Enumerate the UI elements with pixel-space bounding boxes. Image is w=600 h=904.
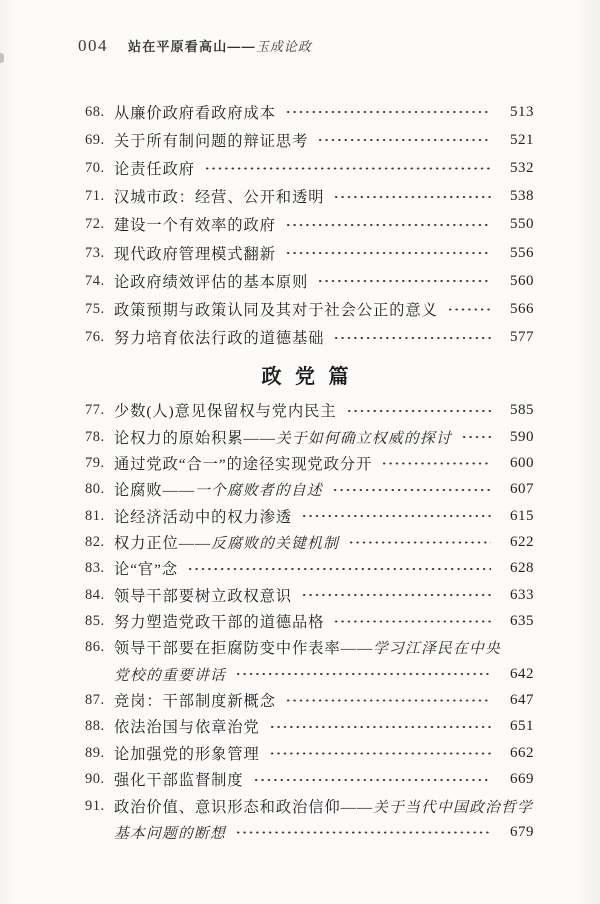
toc-entry (85, 793, 534, 819)
entry-page-number: 642 (510, 665, 534, 682)
entry-page-number: 633 (510, 586, 534, 603)
entry-title-main: 强化干部监督制度 (114, 772, 244, 790)
entry-number: 73. (85, 244, 105, 261)
dot-leader (235, 819, 491, 845)
page-header (78, 36, 312, 56)
dot-leader (235, 661, 491, 687)
entry-title (114, 427, 452, 448)
dot-leader (253, 767, 492, 793)
entry-title (114, 506, 292, 527)
entry-page-number: 628 (510, 560, 534, 577)
entry-page-number: 622 (510, 534, 534, 551)
entry-number: 86. (85, 639, 105, 656)
toc-entry (85, 424, 534, 450)
entry-page-number: 635 (510, 613, 534, 630)
entry-number: 69. (85, 131, 105, 148)
dot-leader (348, 529, 491, 555)
entry-title (114, 271, 308, 292)
entry-number: 71. (85, 188, 105, 205)
toc-entry (85, 324, 534, 352)
entry-subtitle: 学习江泽民在中央 (373, 641, 501, 658)
toc-entry (85, 687, 534, 713)
dot-leader (269, 740, 491, 766)
entry-number: 76. (85, 329, 105, 346)
toc-entry (85, 154, 534, 182)
entry-title (114, 585, 292, 606)
entry-title-main: 领导干部要在拒腐防变中作表率—— (114, 640, 373, 658)
entry-title (114, 690, 276, 711)
entry-title-main: 论“官”念 (114, 561, 179, 579)
dot-leader (381, 450, 491, 476)
toc-entry (85, 126, 534, 154)
dot-leader (269, 714, 491, 740)
entry-title (114, 400, 337, 421)
entry-page-number: 560 (510, 272, 534, 289)
entry-title (114, 637, 501, 658)
entry-title-main: 关于所有制问题的辩证思考 (114, 132, 309, 150)
toc-entry (85, 714, 534, 740)
entry-subtitle: 一个腐败者的自述 (194, 483, 323, 500)
folio-number: 004 (78, 36, 108, 55)
scan-artifact (0, 53, 4, 63)
dot-leader (285, 211, 491, 239)
toc-entry (85, 183, 534, 211)
entry-number: 75. (85, 300, 105, 317)
entry-title (114, 479, 323, 500)
entry-title-main: 建设一个有效率的政府 (114, 217, 276, 235)
entry-page-number: 600 (510, 455, 534, 472)
dot-leader (285, 239, 491, 267)
dot-leader (332, 477, 491, 503)
running-title-sub: 玉成论政 (255, 39, 312, 54)
entry-title (114, 796, 533, 817)
entry-number: 91. (85, 797, 105, 814)
entry-title (114, 158, 195, 179)
toc-entry (85, 267, 534, 295)
entry-title-main: 论权力的原始积累—— (114, 429, 276, 447)
toc-entry (85, 529, 534, 555)
running-title-main: 站在平原看高山—— (128, 39, 256, 54)
toc-group-2 (85, 398, 534, 846)
entry-number: 78. (85, 428, 105, 445)
entry-number: 90. (85, 771, 105, 788)
entry-title-main: 论责任政府 (114, 160, 195, 178)
entry-title (114, 130, 308, 151)
entry-title-main: 论政府绩效评估的基本原则 (114, 273, 309, 291)
dot-leader (187, 556, 491, 582)
entry-subtitle: 反腐败的关键机制 (211, 536, 340, 553)
dot-leader (285, 687, 491, 713)
entry-title-main: 汉城市政：经营、公开和透明 (114, 189, 325, 207)
entry-title (114, 214, 276, 235)
entry-number: 87. (85, 692, 105, 709)
entry-title-main: 通过党政“合一”的途径实现党政分开 (114, 456, 373, 474)
entry-number: 74. (85, 272, 105, 289)
entry-title-main: 论腐败—— (114, 482, 195, 500)
toc-entry (85, 450, 534, 476)
entry-number: 84. (85, 586, 105, 603)
toc-entry (85, 556, 534, 582)
entry-number: 68. (85, 103, 105, 120)
entry-number: 82. (85, 534, 105, 551)
entry-title-main: 权力正位—— (114, 535, 212, 553)
entry-number: 72. (85, 216, 105, 233)
toc-entry (85, 295, 534, 323)
entry-title-main: 努力培育依法行政的道德基础 (114, 330, 325, 348)
entry-title-main: 努力塑造党政干部的道德品格 (114, 614, 325, 632)
dot-leader (301, 582, 491, 608)
entry-title (114, 453, 372, 474)
entry-page-number: 566 (510, 300, 534, 317)
entry-number: 79. (85, 455, 105, 472)
dot-leader (346, 398, 491, 424)
entry-page-number: 647 (510, 692, 534, 709)
entry-title-main: 论加强党的形象管理 (114, 745, 260, 763)
toc-entry (85, 608, 534, 634)
entry-title (114, 243, 276, 264)
toc-entry (85, 767, 534, 793)
entry-title-continuation: 党校的重要讲话 (114, 667, 226, 684)
entry-number: 83. (85, 560, 105, 577)
entry-page-number: 513 (510, 103, 534, 120)
dot-leader (333, 608, 491, 634)
entry-number: 80. (85, 481, 105, 498)
entry-number: 89. (85, 744, 105, 761)
entry-title (114, 611, 324, 632)
toc-entry (85, 98, 534, 126)
entry-title-main: 从廉价政府看政府成本 (114, 104, 276, 122)
toc-entry (85, 477, 534, 503)
entry-title-main: 论经济活动中的权力渗透 (114, 508, 293, 526)
entry-number: 85. (85, 613, 105, 630)
entry-title (114, 186, 324, 207)
entry-number: 81. (85, 507, 105, 524)
entry-page-number: 550 (510, 216, 534, 233)
dot-leader (317, 267, 491, 295)
entry-title (114, 743, 260, 764)
toc-group-1 (85, 98, 534, 352)
entry-page-number: 521 (510, 131, 534, 148)
entry-title-main: 领导干部要树立政权意识 (114, 587, 293, 605)
entry-page-number: 679 (510, 823, 534, 840)
entry-page-number: 577 (510, 329, 534, 346)
section-heading: 政 党 篇 (261, 366, 353, 389)
entry-title (114, 327, 324, 348)
dot-leader (333, 183, 491, 211)
toc-entry-continuation (85, 661, 534, 687)
entry-page-number: 662 (510, 744, 534, 761)
toc-entry (85, 398, 534, 424)
toc-entry (85, 211, 534, 239)
toc-entry (85, 635, 534, 661)
dot-leader (285, 98, 491, 126)
dot-leader (317, 126, 491, 154)
entry-title (114, 532, 339, 553)
entry-page-number: 651 (510, 718, 534, 735)
entry-title (114, 299, 438, 320)
toc-entry (85, 582, 534, 608)
entry-page-number: 556 (510, 244, 534, 261)
toc-entry (85, 503, 534, 529)
entry-subtitle: 关于如何确立权威的探讨 (275, 430, 452, 447)
dot-leader (461, 424, 491, 450)
entry-title-main: 政策预期与政策认同及其对于社会公正的意义 (114, 301, 438, 319)
entry-title-main: 依法治国与依章治党 (114, 719, 260, 737)
entry-page-number: 669 (510, 771, 534, 788)
toc-entry (85, 740, 534, 766)
entry-page-number: 532 (510, 159, 534, 176)
toc-entry (85, 239, 534, 267)
entry-page-number: 590 (510, 428, 534, 445)
entry-title (114, 102, 276, 123)
dot-leader (204, 154, 491, 182)
entry-title-continuation: 基本问题的断想 (114, 825, 226, 842)
entry-title-main: 现代政府管理模式翻新 (114, 245, 276, 263)
entry-title (114, 558, 178, 579)
dot-leader (301, 503, 491, 529)
entry-subtitle: 关于当代中国政治哲学 (373, 799, 533, 816)
entry-title-main: 政治价值、意识形态和政治信仰—— (114, 798, 373, 816)
entry-number: 77. (85, 402, 105, 419)
entry-page-number: 538 (510, 188, 534, 205)
running-title (128, 36, 312, 56)
table-of-contents (85, 98, 534, 846)
dot-leader (447, 295, 491, 323)
entry-number: 70. (85, 159, 105, 176)
entry-title-main: 少数(人)意见保留权与党内民主 (114, 403, 337, 421)
dot-leader (333, 324, 491, 352)
entry-page-number: 585 (510, 402, 534, 419)
entry-page-number: 615 (510, 507, 534, 524)
entry-title-main: 竞岗：干部制度新概念 (114, 693, 276, 711)
toc-entry-continuation (85, 819, 534, 845)
entry-page-number: 607 (510, 481, 534, 498)
entry-number: 88. (85, 718, 105, 735)
entry-title (114, 769, 244, 790)
entry-title (114, 716, 260, 737)
